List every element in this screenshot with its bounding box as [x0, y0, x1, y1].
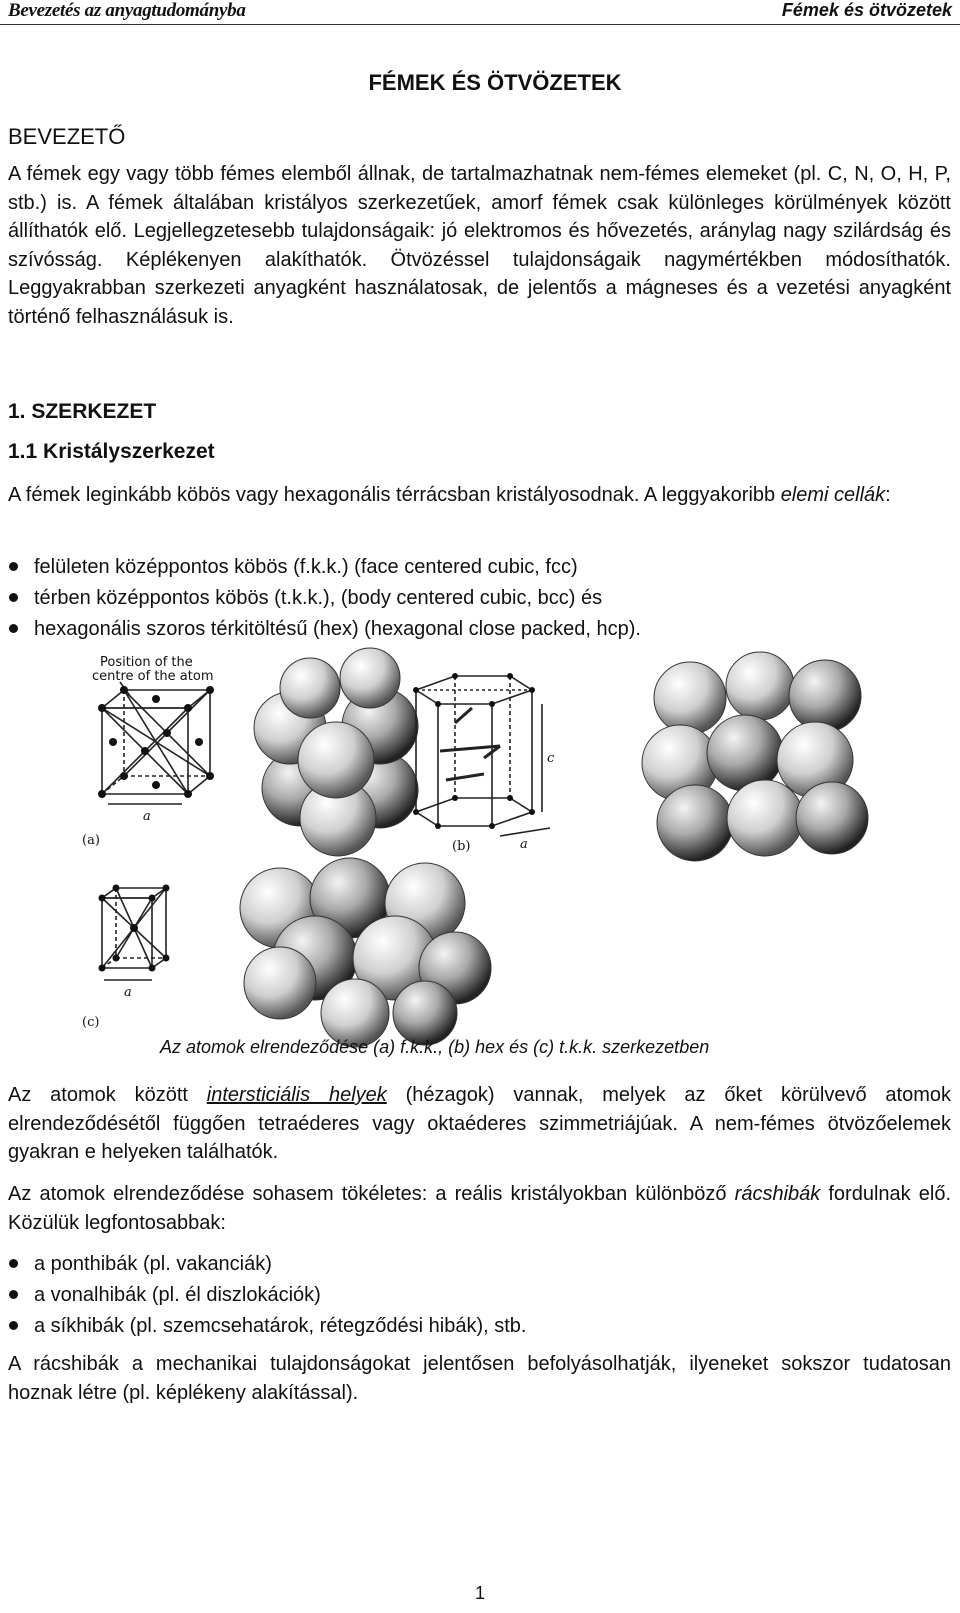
defects-list [8, 1250, 526, 1343]
axis-a-label-bcc: a [124, 985, 132, 1000]
bullet-icon [9, 593, 18, 602]
interstitial-italic: intersticiális helyek [206, 1084, 387, 1106]
list-item-text: a síkhibák (pl. szemcsehatárok, rétegződési hibák), stb. [34, 1315, 527, 1337]
figure-caption [160, 1037, 709, 1058]
figure-label-b: (b) [452, 839, 471, 854]
axis-c-label: c [547, 751, 555, 766]
figure-caption-text: Az atomok elrendeződése (a) f.k.k., (b) hex és (c) t.k.k. szerkezetben [160, 1037, 710, 1057]
list-item-text: a ponthibák (pl. vakanciák) [34, 1253, 272, 1275]
intro-paragraph [8, 160, 951, 331]
final-paragraph: A rácshibák a mechanikai tulajdonságokat jelentősen befolyásolhatják, ilyeneket sokszor tudatosan hoznak létre (pl. képlékeny alakítással). [8, 1353, 951, 1404]
bcc-lattice-diagram [82, 885, 170, 1031]
page-title: FÉMEK ÉS ÖTVÖZETEK [368, 70, 622, 95]
list-item-text: térben középpontos köbös (t.k.k.), (body centered cubic, bcc) és [34, 587, 603, 609]
figure-label-centre: centre of the atom [92, 669, 214, 684]
list-item [8, 1312, 526, 1343]
interstitial-after: (hézagok) vannak, melyek az őket körülvevő atomok elrendeződésétől függően tetraéderes vagy oktaéderes szimmetriájúak. A nem-fémes ötvözőelemek gyakran e helyeken találhatók. [8, 1084, 951, 1163]
intro-paragraph-text: A fémek egy vagy több fémes elemből állnak, de tartalmazhatnak nem-fémes elemeket (pl. C, N, O, H, P, stb.) is. A fémek általában kristályos szerkezetűek, amorf fémek csak különleges körülmények között állíthatók elő. Legjellegzetesebb tulajdonságaik: jó elektromos és hővezetés, aránylag nagy szilárdság és szívósság. Képlékenyen alakíthatók. Ötvözéssel tulajdonságaik nagymértékben módosíthatók. Leggyakrabban szerkezeti anyagként használatosak, de jelentős a mágneses és a vezetési anyagként történő felhasználásuk is. [8, 163, 951, 328]
figure-label-a: (a) [82, 833, 100, 848]
fcc-lattice-diagram [82, 655, 214, 848]
axis-a-label-hex: a [520, 837, 528, 852]
crystal-paragraph [8, 481, 951, 510]
interstitial-paragraph [8, 1081, 951, 1167]
crystal-structures-figure [80, 655, 880, 1048]
hcp-spheres-diagram [642, 652, 868, 861]
page-header [0, 0, 960, 22]
page-number: 1 [474, 1583, 485, 1603]
bullet-icon [9, 624, 18, 633]
intro-heading: BEVEZETŐ [8, 124, 126, 149]
list-item-text: felületen középpontos köbös (f.k.k.) (face centered cubic, fcc) [34, 556, 578, 578]
defect-italic: rácshibák [734, 1183, 821, 1205]
list-item [8, 584, 641, 615]
cell-types-list [8, 553, 641, 646]
bullet-icon [9, 1321, 18, 1330]
header-left-title: Bevezetés az anyagtudományba [8, 0, 246, 21]
list-item [8, 1281, 526, 1312]
bullet-icon [9, 1259, 18, 1268]
hcp-lattice-diagram [413, 673, 555, 854]
interstitial-before: Az atomok között [8, 1084, 207, 1106]
section-heading-1 [8, 400, 156, 424]
defect-before: Az atomok elrendeződése sohasem tökéletes: a reális kristályokban különböző [8, 1183, 735, 1205]
list-item-text: hexagonális szoros térkitöltésű (hex) (hexagonal close packed, hcp). [34, 618, 641, 640]
bcc-spheres-diagram [240, 858, 491, 1047]
figure-label-c: (c) [82, 1015, 100, 1030]
list-item [8, 615, 641, 646]
defect-after: fordulnak elő. Közülük legfontosabbak: [8, 1183, 951, 1234]
axis-a-label: a [143, 809, 151, 824]
bullet-icon [9, 1290, 18, 1299]
defect-paragraph [8, 1180, 951, 1237]
list-item [8, 1250, 526, 1281]
fcc-spheres-diagram [254, 648, 418, 856]
section-heading-1-text: 1. SZERKEZET [8, 400, 157, 423]
section-heading-1-1: 1.1 Kristályszerkezet [8, 440, 215, 463]
crystal-paragraph-after: : [885, 484, 891, 506]
crystal-paragraph-italic: elemi cellák [780, 484, 886, 506]
header-rule [0, 24, 960, 25]
header-right-title: Fémek és ötvözetek [781, 0, 952, 20]
crystal-paragraph-before: A fémek leginkább köbös vagy hexagonális térrácsban kristályosodnak. A leggyakoribb [8, 484, 781, 506]
bullet-icon [9, 562, 18, 571]
figure-label-position: Position of the [100, 655, 193, 670]
list-item-text: a vonalhibák (pl. él diszlokációk) [34, 1284, 321, 1306]
list-item [8, 553, 641, 584]
